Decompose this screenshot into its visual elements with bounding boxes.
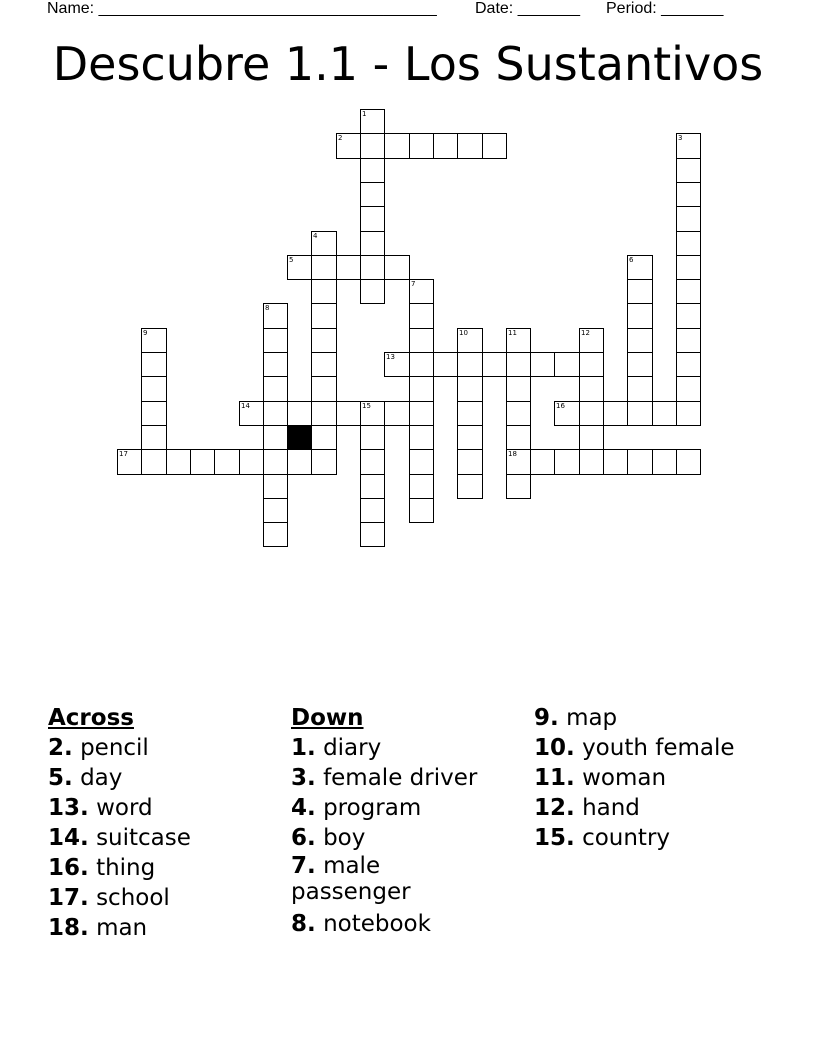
clue-text: suitcase	[96, 825, 191, 851]
clue-number: 16.	[48, 855, 89, 881]
answer-cell[interactable]	[457, 449, 483, 475]
answer-cell[interactable]	[579, 352, 604, 377]
answer-cell[interactable]	[263, 425, 288, 450]
clue-number-label: 15	[362, 402, 371, 410]
clue-number: 17.	[48, 885, 89, 911]
clue-number-label: 6	[629, 256, 634, 264]
answer-cell[interactable]	[457, 401, 483, 426]
clue-text: male passenger	[291, 853, 411, 905]
clue-number: 4.	[291, 795, 316, 821]
clue-number: 11.	[534, 765, 575, 791]
clue-text: notebook	[323, 911, 431, 937]
across-clue-17	[48, 883, 278, 913]
down-clues	[291, 703, 521, 939]
answer-cell[interactable]	[360, 182, 385, 207]
answer-cell[interactable]	[652, 449, 677, 475]
answer-cell[interactable]	[360, 109, 385, 134]
down-clue-9	[534, 703, 804, 733]
down-clue-6	[291, 823, 521, 853]
answer-cell[interactable]	[409, 352, 434, 377]
answer-cell[interactable]	[287, 449, 312, 475]
clue-text: woman	[582, 765, 667, 791]
answer-cell[interactable]	[676, 401, 701, 426]
answer-cell[interactable]	[360, 449, 385, 475]
clue-text: map	[566, 705, 618, 731]
answer-cell[interactable]	[263, 522, 288, 547]
down-clues-continued	[534, 703, 804, 853]
answer-cell[interactable]	[554, 352, 580, 377]
answer-cell[interactable]	[530, 352, 555, 377]
answer-cell[interactable]	[676, 206, 701, 232]
answer-cell[interactable]	[263, 449, 288, 475]
answer-cell[interactable]	[579, 401, 604, 426]
answer-cell[interactable]	[506, 376, 531, 402]
across-clue-13	[48, 793, 278, 823]
answer-cell[interactable]	[311, 328, 337, 353]
clue-text: country	[582, 825, 671, 851]
clue-number-label: 5	[289, 256, 294, 264]
answer-cell[interactable]	[360, 206, 385, 232]
period-field-label[interactable]: Period: _______	[606, 0, 724, 17]
answer-cell[interactable]	[141, 352, 167, 377]
answer-cell[interactable]	[141, 425, 167, 450]
answer-cell[interactable]	[457, 328, 483, 353]
answer-cell[interactable]	[506, 425, 531, 450]
clue-number-label: 12	[581, 329, 590, 337]
answer-cell[interactable]	[506, 449, 531, 475]
answer-cell[interactable]	[627, 449, 653, 475]
answer-cell[interactable]	[409, 449, 434, 475]
answer-cell[interactable]	[627, 303, 653, 329]
answer-cell[interactable]	[409, 425, 434, 450]
clue-number-label: 3	[678, 134, 683, 142]
answer-cell[interactable]	[603, 449, 628, 475]
across-clue-5	[48, 763, 278, 793]
clue-number: 7.	[291, 853, 316, 879]
answer-cell[interactable]	[360, 474, 385, 499]
answer-cell[interactable]	[263, 328, 288, 353]
answer-cell[interactable]	[214, 449, 240, 475]
clue-number: 14.	[48, 825, 89, 851]
answer-cell[interactable]	[311, 279, 337, 304]
answer-cell[interactable]	[579, 449, 604, 475]
answer-cell[interactable]	[141, 401, 167, 426]
clue-text: program	[323, 795, 422, 821]
answer-cell[interactable]	[409, 401, 434, 426]
across-clue-18	[48, 913, 278, 943]
answer-cell[interactable]	[384, 352, 410, 377]
answer-cell[interactable]	[409, 498, 434, 523]
down-clue-8	[291, 909, 521, 939]
answer-cell[interactable]	[554, 449, 580, 475]
clue-number-label: 7	[411, 280, 416, 288]
clue-text: school	[96, 885, 170, 911]
answer-cell[interactable]	[433, 352, 458, 377]
answer-cell[interactable]	[384, 255, 410, 280]
answer-cell[interactable]	[579, 425, 604, 450]
across-clue-2	[48, 733, 278, 763]
clue-number: 5.	[48, 765, 73, 791]
answer-cell[interactable]	[190, 449, 215, 475]
answer-cell[interactable]	[311, 231, 337, 256]
answer-cell[interactable]	[141, 328, 167, 353]
answer-cell[interactable]	[627, 279, 653, 304]
clue-text: thing	[96, 855, 156, 881]
answer-cell[interactable]	[336, 133, 361, 159]
answer-cell[interactable]	[166, 449, 191, 475]
answer-cell[interactable]	[676, 376, 701, 402]
answer-cell[interactable]	[676, 182, 701, 207]
crossword-grid	[117, 109, 701, 549]
answer-cell[interactable]	[409, 328, 434, 353]
answer-cell[interactable]	[457, 474, 483, 499]
clue-text: female driver	[323, 765, 478, 791]
across-clue-16	[48, 853, 278, 883]
clue-number-label: 10	[459, 329, 468, 337]
answer-cell[interactable]	[627, 328, 653, 353]
answer-cell[interactable]	[409, 133, 434, 159]
clue-number-label: 2	[338, 134, 343, 142]
answer-cell[interactable]	[360, 279, 385, 304]
clue-number: 8.	[291, 911, 316, 937]
clue-number: 15.	[534, 825, 575, 851]
answer-cell[interactable]	[579, 328, 604, 353]
answer-cell[interactable]	[239, 449, 264, 475]
clue-text: youth female	[582, 735, 735, 761]
clue-text: day	[80, 765, 123, 791]
answer-cell[interactable]	[336, 255, 361, 280]
down-clue-12	[534, 793, 804, 823]
answer-cell[interactable]	[263, 376, 288, 402]
answer-cell[interactable]	[263, 474, 288, 499]
across-heading: Across	[48, 705, 134, 731]
down-clue-10	[534, 733, 804, 763]
answer-cell[interactable]	[239, 401, 264, 426]
answer-cell[interactable]	[506, 352, 531, 377]
clue-number-label: 9	[143, 329, 148, 337]
clue-number-label: 17	[119, 450, 128, 458]
clue-number-label: 13	[386, 353, 395, 361]
answer-cell[interactable]	[263, 303, 288, 329]
answer-cell[interactable]	[676, 255, 701, 280]
clue-number: 9.	[534, 705, 559, 731]
answer-cell[interactable]	[457, 425, 483, 450]
clue-text: man	[96, 915, 148, 941]
across-clues	[48, 703, 278, 943]
answer-cell[interactable]	[311, 449, 337, 475]
answer-cell[interactable]	[311, 401, 337, 426]
answer-cell[interactable]	[360, 158, 385, 183]
answer-cell[interactable]	[263, 352, 288, 377]
clue-number-label: 11	[508, 329, 517, 337]
answer-cell[interactable]	[457, 376, 483, 402]
answer-cell[interactable]	[627, 401, 653, 426]
answer-cell[interactable]	[409, 303, 434, 329]
answer-cell[interactable]	[554, 401, 580, 426]
answer-cell[interactable]	[457, 352, 483, 377]
down-clue-15	[534, 823, 804, 853]
clue-number-label: 16	[556, 402, 565, 410]
answer-cell[interactable]	[676, 133, 701, 159]
answer-cell[interactable]	[627, 255, 653, 280]
answer-cell[interactable]	[141, 449, 167, 475]
answer-cell[interactable]	[506, 401, 531, 426]
down-clue-1	[291, 733, 521, 763]
down-clue-3	[291, 763, 521, 793]
black-square	[287, 425, 312, 450]
clue-number: 3.	[291, 765, 316, 791]
clue-number-label: 4	[313, 232, 318, 240]
answer-cell[interactable]	[336, 401, 361, 426]
clue-number: 1.	[291, 735, 316, 761]
answer-cell[interactable]	[457, 133, 483, 159]
answer-cell[interactable]	[506, 474, 531, 499]
answer-cell[interactable]	[311, 376, 337, 402]
answer-cell[interactable]	[360, 498, 385, 523]
answer-cell[interactable]	[482, 352, 507, 377]
clue-number: 6.	[291, 825, 316, 851]
page-title: Descubre 1.1 - Los Sustantivos	[52, 37, 764, 91]
clue-text: pencil	[80, 735, 149, 761]
answer-cell[interactable]	[676, 352, 701, 377]
answer-cell[interactable]	[311, 425, 337, 450]
answer-cell[interactable]	[603, 401, 628, 426]
name-field-label[interactable]: Name: ______________________________________	[47, 0, 437, 17]
answer-cell[interactable]	[360, 425, 385, 450]
answer-cell[interactable]	[506, 328, 531, 353]
answer-cell[interactable]	[263, 498, 288, 523]
clue-text: word	[96, 795, 153, 821]
answer-cell[interactable]	[360, 133, 385, 159]
clue-number: 13.	[48, 795, 89, 821]
answer-cell[interactable]	[409, 376, 434, 402]
down-clue-11	[534, 763, 804, 793]
answer-cell[interactable]	[676, 158, 701, 183]
answer-cell[interactable]	[676, 328, 701, 353]
answer-cell[interactable]	[384, 401, 410, 426]
answer-cell[interactable]	[287, 255, 312, 280]
clue-number: 12.	[534, 795, 575, 821]
answer-cell[interactable]	[676, 303, 701, 329]
clue-text: diary	[323, 735, 382, 761]
answer-cell[interactable]	[676, 449, 701, 475]
clue-number-label: 14	[241, 402, 250, 410]
answer-cell[interactable]	[482, 133, 507, 159]
clue-text: hand	[582, 795, 640, 821]
clue-number: 10.	[534, 735, 575, 761]
clue-number-label: 1	[362, 110, 367, 118]
answer-cell[interactable]	[676, 279, 701, 304]
answer-cell[interactable]	[627, 376, 653, 402]
answer-cell[interactable]	[627, 352, 653, 377]
date-field-label[interactable]: Date: _______	[475, 0, 580, 17]
answer-cell[interactable]	[652, 401, 677, 426]
answer-cell[interactable]	[579, 376, 604, 402]
answer-cell[interactable]	[263, 401, 288, 426]
answer-cell[interactable]	[311, 352, 337, 377]
answer-cell[interactable]	[360, 522, 385, 547]
answer-cell[interactable]	[287, 401, 312, 426]
answer-cell[interactable]	[530, 449, 555, 475]
answer-cell[interactable]	[117, 449, 142, 475]
answer-cell[interactable]	[360, 255, 385, 280]
down-heading: Down	[291, 705, 364, 731]
answer-cell[interactable]	[384, 133, 410, 159]
answer-cell[interactable]	[360, 231, 385, 256]
answer-cell[interactable]	[409, 279, 434, 304]
answer-cell[interactable]	[676, 231, 701, 256]
across-clue-14	[48, 823, 278, 853]
down-clue-4	[291, 793, 521, 823]
answer-cell[interactable]	[433, 133, 458, 159]
clue-number: 18.	[48, 915, 89, 941]
answer-cell[interactable]	[141, 376, 167, 402]
answer-cell[interactable]	[311, 303, 337, 329]
clue-number: 2.	[48, 735, 73, 761]
clue-number-label: 8	[265, 304, 270, 312]
answer-cell[interactable]	[360, 401, 385, 426]
answer-cell[interactable]	[311, 255, 337, 280]
down-clue-7	[291, 853, 431, 909]
clue-number-label: 18	[508, 450, 517, 458]
clue-text: boy	[323, 825, 366, 851]
answer-cell[interactable]	[409, 474, 434, 499]
